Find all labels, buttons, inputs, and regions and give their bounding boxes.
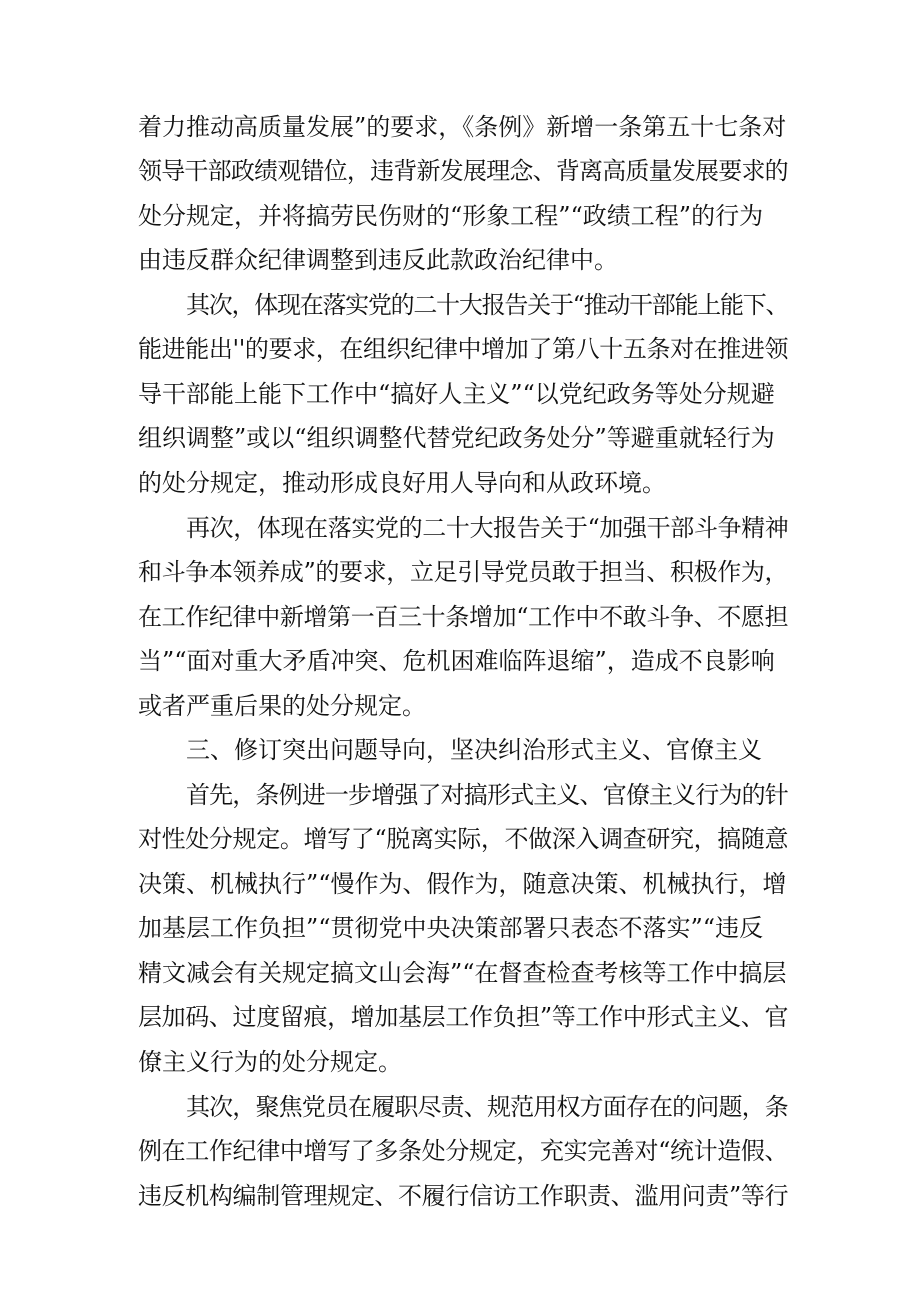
text-line: 当”“面对重大矛盾冲突、危机困难临阵退缩”，造成不良影响 <box>138 647 775 675</box>
text-line: 其次，聚焦党员在履职尽责、规范用权方面存在的问题，条 <box>186 1093 788 1121</box>
text-line: 层加码、过度留痕，增加基层工作负担”等工作中形式主义、官 <box>138 1003 788 1031</box>
text-line: 着力推动高质量发展”的要求，《条例》新增一条第五十七条对 <box>138 113 787 141</box>
text-line: 精文减会有关规定搞文山会海”“在督查检查考核等工作中搞层 <box>138 959 787 987</box>
text-line: 在工作纪律中新增第一百三十条增加“工作中不敢斗争、不愿担 <box>138 603 788 631</box>
text-line: 其次，体现在落实党的二十大报告关于“推动干部能上能下、 <box>186 291 788 319</box>
text-line: 再次，体现在落实党的二十大报告关于“加强干部斗争精神 <box>186 514 788 542</box>
text-line: 首先，条例进一步增强了对搞形式主义、官僚主义行为的针 <box>186 781 788 809</box>
text-line: 僚主义行为的处分规定。 <box>138 1048 402 1076</box>
text-line: 组织调整”或以“组织调整代替党纪政务处分”等避重就轻行为 <box>138 424 775 452</box>
text-line: 违反机构编制管理规定、不履行信访工作职责、滥用问责”等行 <box>138 1182 788 1210</box>
text-line: 领导干部政绩观错位，违背新发展理念、背离高质量发展要求的 <box>138 157 788 185</box>
text-line: 导干部能上能下工作中“搞好人主义”“以党纪政务等处分规避 <box>138 380 775 408</box>
text-line: 和斗争本领养成”的要求，立足引导党员敢于担当、积极作为， <box>138 558 788 586</box>
text-line: 决策、机械执行”“慢作为、假作为，随意决策、机械执行，增 <box>138 870 787 898</box>
text-line: 由违反群众纪律调整到违反此款政治纪律中。 <box>138 246 618 274</box>
text-line: 例在工作纪律中增写了多条处分规定，充实完善对“统计造假、 <box>138 1137 788 1165</box>
text-line: 对性处分规定。增写了“脱离实际，不做深入调查研究，搞随意 <box>138 825 788 853</box>
text-line: 或者严重后果的处分规定。 <box>138 692 426 720</box>
section-heading: 三、修订突出问题导向，坚决纠治形式主义、官僚主义 <box>186 736 762 764</box>
text-line: 加基层工作负担”“贯彻党中央决策部署只表态不落实”“违反 <box>138 914 764 942</box>
text-line: 的处分规定，推动形成良好用人导向和从政环境。 <box>138 469 666 497</box>
text-line: 处分规定，并将搞劳民伤财的“形象工程”“政绩工程”的行为 <box>138 202 764 230</box>
text-line: 能进能出''的要求，在组织纪律中增加了第八十五条对在推进领 <box>138 335 788 363</box>
